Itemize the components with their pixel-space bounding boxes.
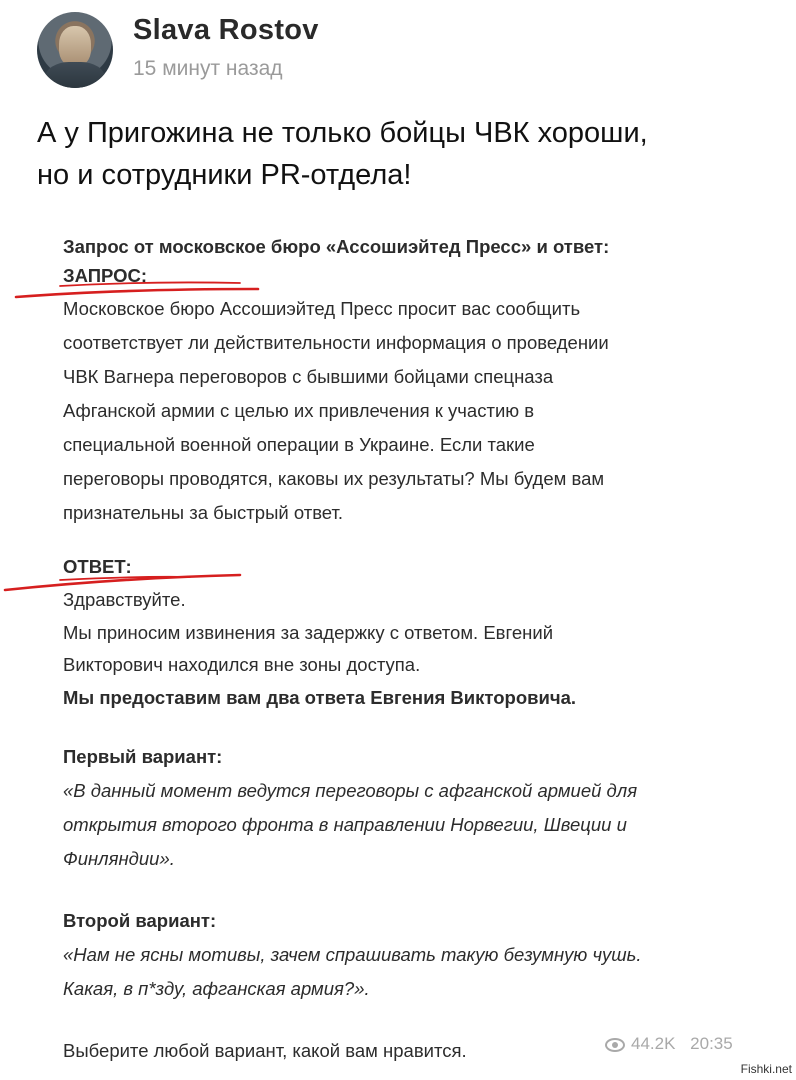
variant2-label: Второй вариант:	[63, 910, 217, 931]
variant1-label: Первый вариант:	[63, 746, 223, 767]
variant2-line: Какая, в п*зду, афганская армия?».	[63, 978, 370, 999]
answer-line: Викторович находился вне зоны доступа.	[63, 654, 421, 675]
watermark: Fishki.net	[740, 1062, 792, 1076]
request-line: Афганской армии с целью их привлечения к участию в	[63, 400, 535, 421]
answer-label: ОТВЕТ:	[63, 556, 132, 577]
doc-heading: Запрос от московское бюро «Ассошиэйтед Пресс» и ответ:	[63, 236, 610, 257]
variant1-line: открытия второго фронта в направлении Норвегии, Швеции и	[63, 814, 627, 835]
message-line: А у Пригожина не только бойцы ЧВК хороши,	[37, 117, 648, 149]
request-line: признательны за быстрый ответ.	[63, 502, 344, 523]
answer-line: Мы приносим извинения за задержку с ответом. Евгений	[63, 622, 554, 643]
message-time: 20:35	[690, 1034, 733, 1053]
request-label: ЗАПРОС:	[63, 265, 148, 286]
answer-line: Здравствуйте.	[63, 589, 186, 610]
views-count: 44.2K	[631, 1034, 676, 1053]
request-line: соответствует ли действительности информация о проведении	[63, 332, 609, 353]
answer-bold-line: Мы предоставим вам два ответа Евгения Викторовича.	[63, 687, 577, 708]
variant2-line: «Нам не ясны мотивы, зачем спрашивать такую безумную чушь.	[63, 944, 642, 965]
variant1-line: Финляндии».	[63, 848, 175, 869]
request-line: Московское бюро Ассошиэйтед Пресс просит вас сообщить	[63, 298, 581, 319]
eye-icon	[605, 1038, 625, 1052]
closing-line: Выберите любой вариант, какой вам нравится.	[63, 1040, 467, 1061]
post-time: 15 минут назад	[133, 57, 283, 80]
request-line: переговоры проводятся, каковы их результаты? Мы будем вам	[63, 468, 605, 489]
message-line: но и сотрудники PR-отдела!	[37, 159, 412, 191]
request-red-underline-lead	[60, 282, 240, 286]
message-meta	[605, 1034, 733, 1054]
request-line: специальной военной операции в Украине. Если такие	[63, 434, 535, 455]
request-red-underline	[16, 289, 258, 297]
variant1-line: «В данный момент ведутся переговоры с афганской армией для	[63, 780, 638, 801]
author-name[interactable]: Slava Rostov	[133, 14, 319, 46]
request-line: ЧВК Вагнера переговоров с бывшими бойцами спецназа	[63, 366, 554, 387]
